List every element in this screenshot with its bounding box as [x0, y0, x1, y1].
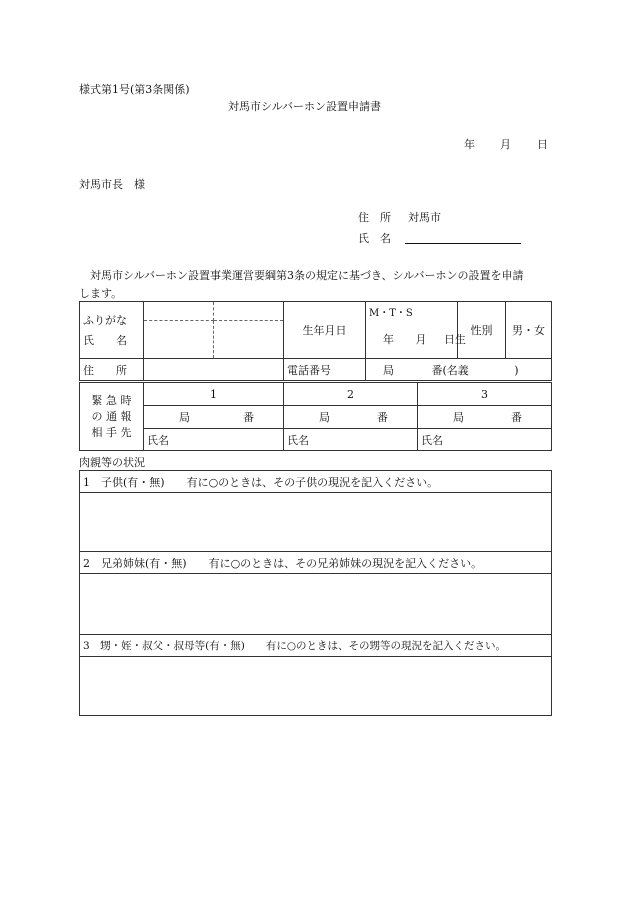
sex-label: 性別 [458, 302, 506, 359]
name-input-1[interactable] [144, 321, 214, 359]
emergency-name-1[interactable] [144, 429, 284, 451]
phone-label: 電話番号 [284, 359, 366, 381]
applicant-address-label: 住 所 [358, 211, 391, 224]
birthdate-cell[interactable] [366, 321, 466, 359]
date-day: 日 [537, 138, 548, 151]
birth-label: 生年月日 [284, 302, 366, 359]
ban-1: 番 [243, 411, 254, 424]
applicant-table [79, 301, 552, 381]
kyoku-1: 局 [179, 411, 190, 424]
era-label: M・T・S [366, 302, 458, 321]
name-input-2[interactable] [214, 321, 284, 359]
shimei-2: 氏名 [287, 433, 309, 447]
sex-value[interactable]: 男・女 [506, 302, 552, 359]
emergency-name-3[interactable] [418, 429, 552, 451]
address-input[interactable] [144, 359, 284, 381]
furigana-input-2[interactable] [214, 302, 284, 321]
relatives-heading: 肉親等の状況 [79, 456, 145, 469]
relatives-row-1-label: 1 子供(有・無) 有に○のときは、その子供の現況を記入ください。 [80, 471, 552, 493]
date-year: 年 [464, 138, 475, 151]
addressee: 対馬市長 様 [79, 178, 145, 191]
emergency-col-1: 1 [144, 383, 284, 406]
applicant-name-label: 氏 名 [358, 232, 391, 245]
body-text-1: 対馬市シルバーホン設置事業運営要綱第3条の規定に基づき、シルバーホンの設置を申請 [90, 269, 524, 282]
date-month: 月 [500, 138, 511, 151]
phone-input[interactable] [366, 359, 552, 381]
emergency-table [79, 382, 552, 451]
body-text-2: します。 [79, 287, 123, 300]
phone-ban: 番(名義 [431, 363, 469, 377]
relatives-row-3-input[interactable] [80, 657, 552, 716]
emergency-phone-3[interactable] [418, 406, 552, 429]
ban-3: 番 [511, 411, 522, 424]
furigana-label-cell [80, 302, 144, 359]
birth-day: 日生 [444, 333, 466, 347]
phone-close: ) [514, 363, 519, 377]
relatives-table [79, 470, 552, 716]
birth-month: 月 [415, 333, 427, 347]
kyoku-2: 局 [319, 411, 330, 424]
form-title: 対馬市シルバーホン設置申請書 [228, 100, 381, 113]
applicant-name-line[interactable] [405, 243, 521, 244]
form-number: 様式第1号(第3条関係) [79, 83, 190, 96]
relatives-row-1-input[interactable] [80, 493, 552, 552]
kyoku-3: 局 [453, 411, 464, 424]
emergency-label-2: の 通 報 [91, 409, 132, 423]
relatives-row-3-label: 3 甥・姪・叔父・叔母等(有・無) 有に○のときは、その甥等の現況を記入ください。 [80, 635, 552, 657]
furigana-input-1[interactable] [144, 302, 214, 321]
birth-year: 年 [383, 333, 394, 347]
furigana-label: ふりがな [83, 314, 127, 327]
phone-kyoku: 局 [383, 363, 394, 377]
shimei-1: 氏名 [147, 433, 169, 447]
emergency-phone-1[interactable] [144, 406, 284, 429]
emergency-label-3: 相 手 先 [91, 425, 132, 439]
relatives-row-2-label: 2 兄弟姉妹(有・無) 有に○のときは、その兄弟姉妹の現況を記入ください。 [80, 552, 552, 574]
relatives-row-2-input[interactable] [80, 574, 552, 635]
emergency-label-cell [80, 383, 144, 451]
emergency-name-2[interactable] [284, 429, 418, 451]
emergency-col-3: 3 [418, 383, 552, 406]
emergency-phone-2[interactable] [284, 406, 418, 429]
emergency-col-2: 2 [284, 383, 418, 406]
shimei-3: 氏名 [421, 433, 443, 447]
ban-2: 番 [377, 411, 388, 424]
applicant-address-value: 対馬市 [408, 211, 441, 224]
emergency-label-1: 緊 急 時 [91, 393, 132, 407]
address-label: 住 所 [80, 359, 144, 381]
name-label: 氏 名 [83, 334, 127, 347]
